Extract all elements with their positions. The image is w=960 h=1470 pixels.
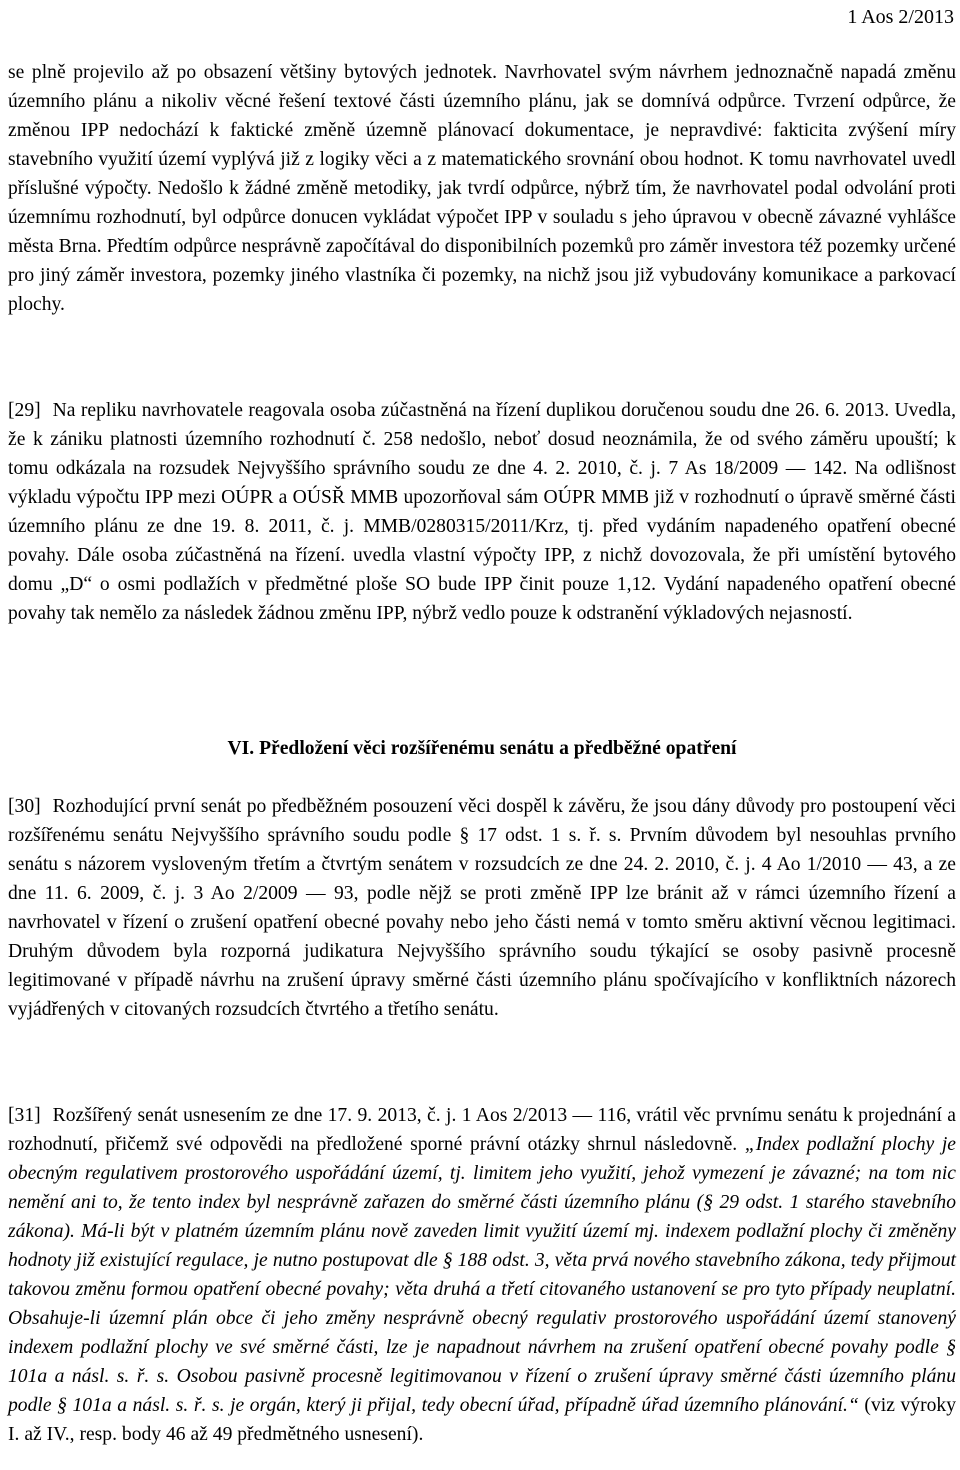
paragraph-number: [30] xyxy=(8,796,41,817)
paragraph-text: Rozhodující první senát po předběžném posouzení věci dospěl k závěru, že jsou dány důvody pro postoupení věci rozšířenému senátu Nejvyššího správního soudu podle § 17 odst. 1 s. ř. s. Prvním důvodem byl nesouhlas prvního senátu s názorem vysloveným třetím a čtvrtým senátem v rozsudcích ze dne 24. 2. 2010, č. j. 4 Ao 1/2010 — 43, a ze dne 11. 6. 2009, č. j. 3 Ao 2/2009 — 93, podle nějž se proti změně IPP lze bránit až v rámci územního řízení a navrhovatel v řízení o zrušení opatření obecné povahy nebo jeho části nemá v tomto směru aktivní věcnou legitimaci. Druhým důvodem byla rozporná judikatura Nejvyššího správního soudu týkající se osoby pasivně procesně legitimované v případě návrhu na zrušení úpravy směrné části územního plánu spočívajícího v konfliktních názorech vyjádřených v citovaných rozsudcích čtvrtého a třetího senátu. xyxy=(8,796,956,1020)
paragraph-number: [29] xyxy=(8,400,41,421)
quoted-holding: „Index podlažní plochy je obecným regulativem prostorového uspořádání území, tj. limitem jeho využití, jehož vymezení je závazné; na tom nic nemění ani to, že tento index byl nesprávně zařazen do směrné části územního plánu (§ 29 odst. 1 starého stavebního zákona). Má-li být v platném územním plánu nově zaveden limit využití území mj. indexem podlažní plochy či změněny hodnoty již existující regulace, je nutno postupovat dle § 188 odst. 3, věta prvá nového stavebního zákona, tedy přijmout takovou změnu formou opatření obecné povahy; věta druhá a třetí citovaného ustanovení se pro tyto případy neuplatní. Obsahuje-li územní plán obce či jeho změny nesprávně obecný regulativ prostorového uspořádání území stanovený indexem podlažní plochy ve své směrné části, lze je napadnout návrhem na zrušení opatření obecné povahy podle § 101a a násl. s. ř. s. Osobou pasivně procesně legitimovanou v řízení o zrušení úpravy směrné části územního plánu podle § 101a a násl. s. ř. s. je orgán, který ji přijal, tedy obecní úřad, případně úřad územního plánování.“ xyxy=(8,1134,956,1416)
paragraph-text-end: (viz výroky I. až IV., resp. body 46 až 49 předmětného usnesení). xyxy=(8,1395,956,1445)
paragraph-31 xyxy=(8,1101,956,1449)
paragraph-continuation xyxy=(8,58,956,319)
paragraph-text: Na repliku navrhovatele reagovala osoba zúčastněná na řízení duplikou doručenou soudu dne 26. 6. 2013. Uvedla, že k zániku platnosti územního rozhodnutí č. 258 nedošlo, neboť dosud neoznámila, že od svého záměru upouští; k tomu odkázala na rozsudek Nejvyššího správního soudu ze dne 4. 2. 2010, č. j. 7 As 18/2009 — 142. Na odlišnost výkladu výpočtu IPP mezi OÚPR a OÚSŘ MMB upozorňoval sám OÚPR MMB již v rozhodnutí o úpravě směrné části územního plánu ze dne 19. 8. 2011, č. j. MMB/0280315/2011/Krz, tj. před vydáním napadeného opatření obecné povahy. Dále osoba zúčastněná na řízení. uvedla vlastní výpočty IPP, z nichž dovozovala, že při umístění bytového domu „D“ o osmi podlažích v předmětné ploše SO bude IPP činit pouze 1,12. Vydání napadeného opatření obecné povahy tak nemělo za následek žádnou změnu IPP, nýbrž vedlo pouze k odstranění výkladových nejasností. xyxy=(8,400,956,624)
section-heading: VI. Předložení věci rozšířenému senátu a předběžné opatření xyxy=(227,738,737,759)
case-number-header: 1 Aos 2/2013 xyxy=(847,6,954,28)
paragraph-29 xyxy=(8,396,956,628)
paragraph-30 xyxy=(8,792,956,1024)
paragraph-number: [31] xyxy=(8,1105,41,1126)
paragraph-text: se plně projevilo až po obsazení většiny bytových jednotek. Navrhovatel svým návrhem jednoznačně napadá změnu územního plánu a nikoliv věcné řešení textové části územního plánu, jak se domnívá odpůrce. Tvrzení odpůrce, že změnou IPP nedochází k faktické změně územně plánovací dokumentace, je nepravdivé: fakticita zvýšení míry stavebního využití území vyplývá již z logiky věci a z matematického srovnání obou hodnot. K tomu navrhovatel uvedl příslušné výpočty. Nedošlo k žádné změně metodiky, jak tvrdí odpůrce, nýbrž tím, že navrhovatel podal odvolání proti územnímu rozhodnutí, byl odpůrce donucen vykládat výpočet IPP v souladu s jeho úpravou v obecně závazné vyhlášce města Brna. Předtím odpůrce nesprávně započítával do disponibilních pozemků pro záměr investora též pozemky určené pro jiný záměr investora, pozemky jiného vlastníka či pozemky, na nichž jsou již vybudovány komunikace a parkovací plochy. xyxy=(8,62,956,315)
paragraph-text: Rozšířený senát usnesením ze dne 17. 9. 2013, č. j. 1 Aos 2/2013 — 116, vrátil věc prvnímu senátu k projednání a rozhodnutí, přičemž své odpovědi na předložené sporné právní otázky shrnul následovně. xyxy=(8,1105,956,1155)
